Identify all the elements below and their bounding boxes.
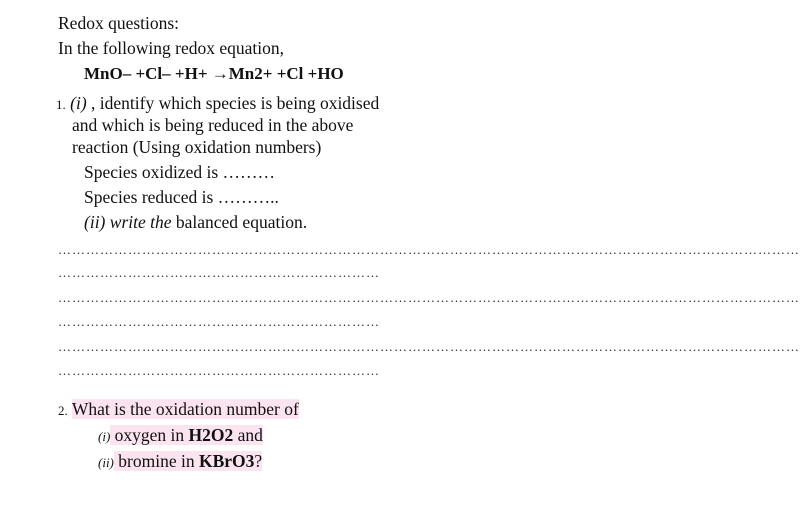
question-2: [58, 398, 299, 422]
answer-line: ……………………………………………………………: [58, 265, 380, 280]
question-1-line-2: and which is being reduced in the above: [72, 115, 354, 135]
part-ii-text: balanced equation.: [171, 212, 308, 232]
answer-line: ……………………………………………………………: [58, 314, 380, 329]
part-ii-marker: (ii): [98, 455, 114, 470]
species-reduced: Species reduced is ………..: [84, 187, 279, 207]
question-1-line-3: reaction (Using oxidation numbers): [72, 137, 322, 157]
part-i-marker: (i): [70, 93, 87, 113]
part-ii: [84, 211, 307, 233]
page-title: Redox questions:: [58, 13, 180, 33]
question-2-number: 2.: [58, 403, 68, 418]
redox-equation: MnO– +Cl– +H+ →Mn2+ +Cl +HO: [84, 64, 344, 83]
answer-line: ……………………………………………………………………………………………………………………………………………: [58, 339, 800, 354]
part-ii-marker: (ii): [84, 212, 106, 232]
question-1-number: 1.: [56, 97, 66, 112]
part-i-text: oxygen in: [110, 425, 189, 445]
answer-line: ……………………………………………………………………………………………………………………………………………: [58, 242, 800, 257]
part-i-marker: (i): [98, 429, 111, 444]
answer-line: ……………………………………………………………: [58, 363, 380, 378]
formula-kbro3: KBrO3: [198, 451, 255, 471]
part-i-text: , identify which species is being oxidised: [86, 93, 380, 113]
part-ii-end: ?: [254, 451, 263, 471]
question-2-part-i: [98, 424, 263, 448]
formula-h2o2: H2O2: [188, 425, 234, 445]
part-ii-italic: write the: [109, 212, 172, 232]
species-oxidized: Species oxidized is ………: [84, 162, 276, 182]
part-i-end: and: [233, 425, 263, 445]
question-2-part-ii: [98, 450, 262, 474]
question-1: [56, 92, 379, 116]
intro-text: In the following redox equation,: [58, 38, 284, 58]
part-ii-text: bromine in: [113, 451, 199, 471]
question-2-text: What is the oxidation number of: [71, 399, 299, 419]
answer-line: ……………………………………………………………………………………………………………………………………………: [58, 290, 800, 305]
